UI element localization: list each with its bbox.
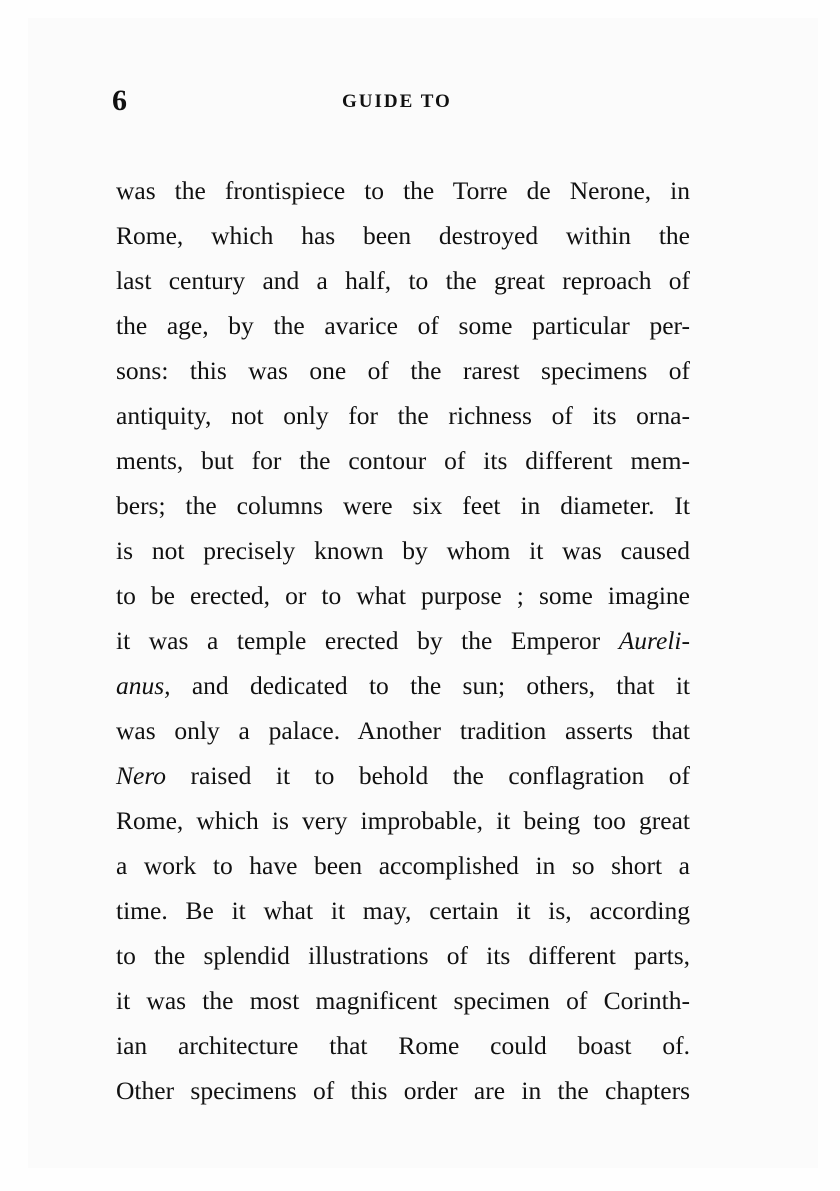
line-text: antiquity, not only for the richness of its orna-: [116, 401, 690, 430]
text-line: [116, 483, 690, 528]
text-line: [116, 573, 690, 618]
text-line: [116, 438, 690, 483]
text-line: [116, 528, 690, 573]
text-line: [116, 1023, 690, 1068]
line-text: raised it to behold the conflagration of: [166, 761, 690, 790]
italic-text: Aureli-: [618, 626, 690, 655]
line-text: bers; the columns were six feet in diameter. It: [116, 491, 690, 520]
text-line: [116, 1068, 690, 1113]
line-text: Rome, which has been destroyed within the: [116, 221, 690, 250]
text-line: [116, 393, 690, 438]
line-text: ian architecture that Rome could boast of.: [116, 1031, 690, 1060]
line-text: the age, by the avarice of some particular per-: [116, 311, 690, 340]
line-text: to be erected, or to what purpose ; some imagine: [116, 581, 690, 610]
line-text: it was the most magnificent specimen of Corinth-: [116, 986, 690, 1015]
text-line: [116, 798, 690, 843]
line-text: and dedicated to the sun; others, that it: [170, 671, 690, 700]
text-line: [116, 303, 690, 348]
text-line: [116, 753, 690, 798]
text-line: [116, 348, 690, 393]
text-line: [116, 618, 690, 663]
text-line: [116, 213, 690, 258]
text-line: [116, 843, 690, 888]
line-text: was the frontispiece to the Torre de Nerone, in: [116, 176, 690, 205]
line-text: was only a palace. Another tradition asserts that: [116, 716, 690, 745]
line-text: is not precisely known by whom it was caused: [116, 536, 690, 565]
text-line: [116, 978, 690, 1023]
text-line: [116, 708, 690, 753]
page-number: 6: [112, 84, 127, 117]
line-text: a work to have been accomplished in so short a: [116, 851, 690, 880]
italic-text: anus,: [116, 671, 171, 700]
running-head: GUIDE TO: [342, 91, 452, 112]
text-line: [116, 258, 690, 303]
line-text: ments, but for the contour of its different mem-: [116, 446, 690, 475]
text-line: [116, 663, 690, 708]
line-text: Other specimens of this order are in the chapters: [116, 1076, 690, 1105]
line-text: Rome, which is very improbable, it being too great: [116, 806, 690, 835]
italic-text: Nero: [116, 761, 167, 790]
line-text: last century and a half, to the great reproach of: [116, 266, 690, 295]
text-line: [116, 168, 690, 213]
text-line: [116, 933, 690, 978]
page-header: [0, 84, 840, 124]
line-text: it was a temple erected by the Emperor: [116, 626, 619, 655]
line-text: to the splendid illustrations of its different parts,: [116, 941, 690, 970]
body-text: [116, 168, 690, 1113]
text-line: [116, 888, 690, 933]
line-text: time. Be it what it may, certain it is, according: [116, 896, 690, 925]
line-text: sons: this was one of the rarest specimens of: [116, 356, 690, 385]
